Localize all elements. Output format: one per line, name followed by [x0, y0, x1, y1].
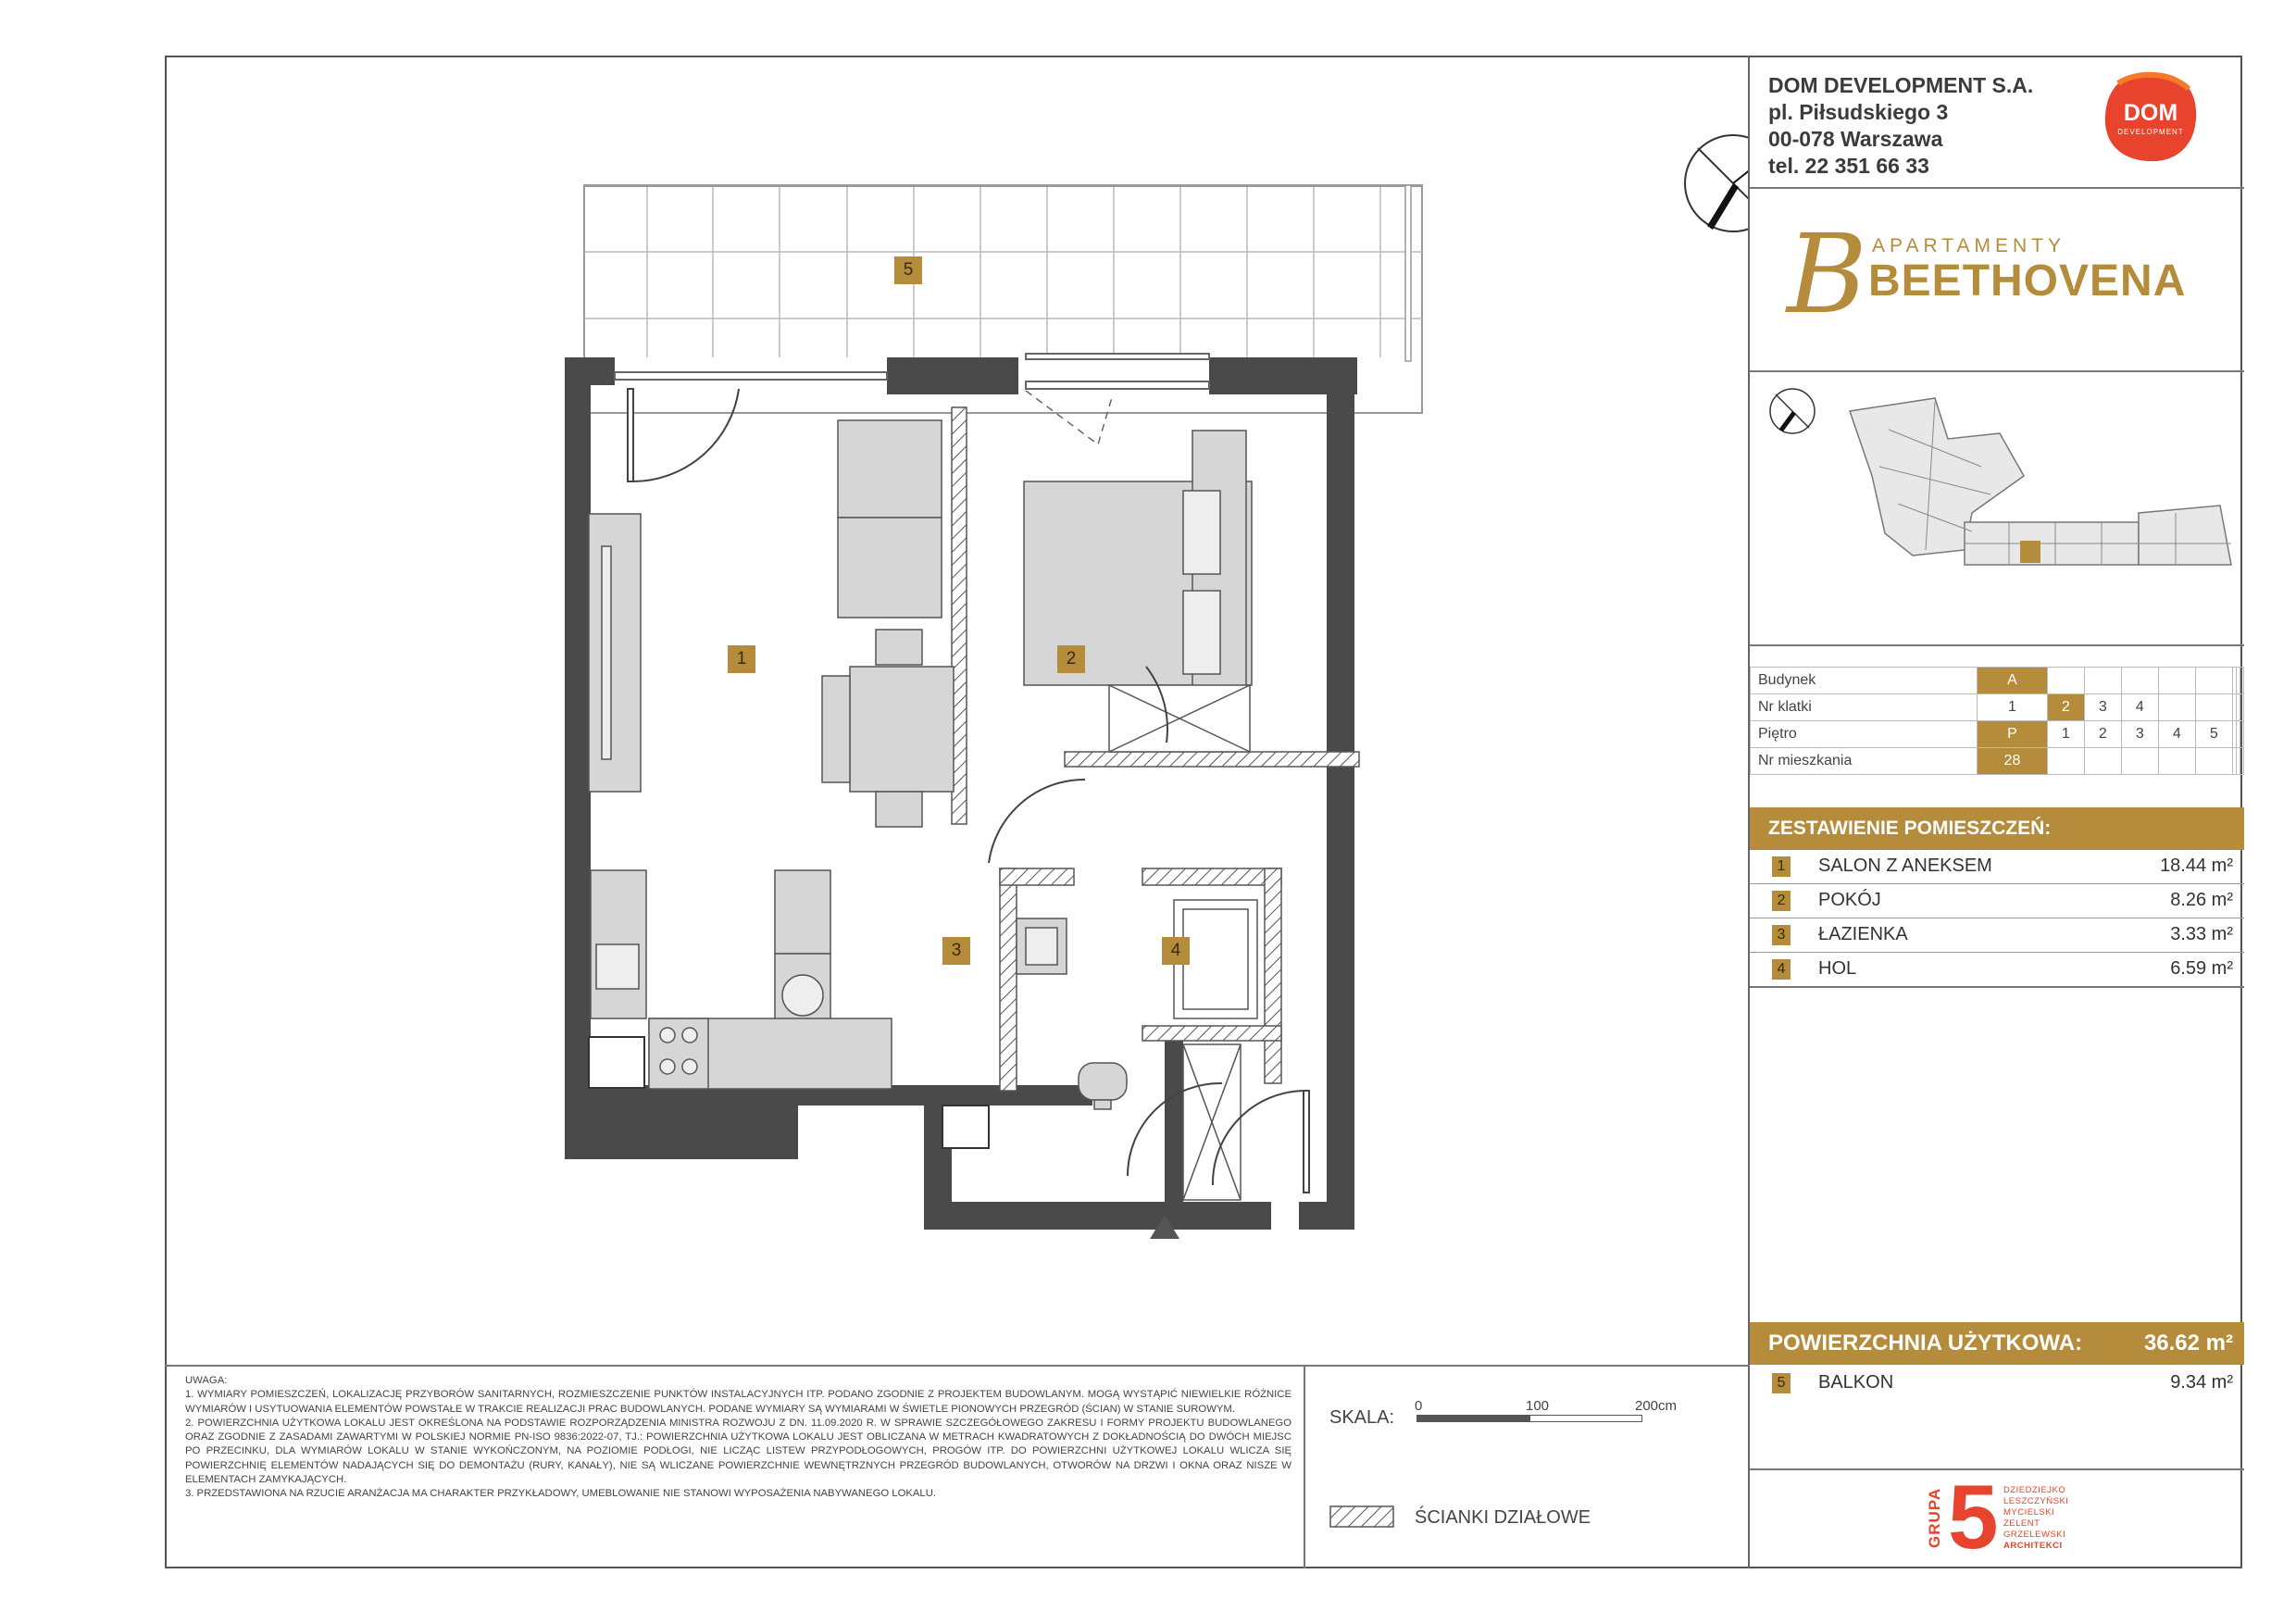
room-row: 1 SALON Z ANEKSEM 18.44 m² [1750, 850, 2244, 884]
stair-row: Nr klatki 1 2 3 4 [1751, 694, 2244, 721]
info-panel: DOM DEVELOPMENT S.A. pl. Piłsudskiego 3 00-078 Warszawa tel. 22 351 66 33 DOM DEVELOPMENT B APARTAMENTY BEETHOVENA Budynek A Nr klatki 1 2 3 4 Piętro P 1 2 3 4 5 Nr mieszkania 28 ZESTAWIENIE POMIESZCZEŃ: 1 SALON Z ANEKSEM 18.44 m² 2 POKÓJ 8.26 m² 3 ŁAZIENKA 3.33 m² 4 HOL 6.59 m² POWIERZCHNIA UŻYTKOWA: 36.62 m² 5 BALKON 9.34 m² GRUPA 5 DZIEDZIEJKO LESZCZYŃSKI MYCIELSKI ZELENT GRZELEWSKI ARCHITEKCI [1748, 56, 2242, 1568]
usable-area-label: POWIERZCHNIA UŻYTKOWA: [1768, 1330, 2083, 1355]
usable-area-value: 36.62 m² [2143, 1330, 2233, 1355]
usable-area-header [1750, 1322, 2244, 1365]
plan-label-room-2: 2 [1057, 645, 1085, 673]
room-row: 3 ŁAZIENKA 3.33 m² [1750, 918, 2244, 953]
rooms-header: ZESTAWIENIE POMIESZCZEŃ: [1750, 807, 2244, 850]
company-street: pl. Piłsudskiego 3 [1768, 100, 1949, 124]
north-arrow [1685, 135, 1750, 231]
company-city: 00-078 Warszawa [1768, 127, 1943, 151]
company-phone: tel. 22 351 66 33 [1768, 154, 1929, 178]
notes-title: UWAGA: [185, 1375, 228, 1386]
key-plan-compass [1770, 389, 1815, 433]
plan-label-room-1: 1 [728, 645, 755, 673]
plan-label-room-3: 3 [942, 937, 970, 965]
floor-row: Piętro P 1 2 3 4 5 [1751, 721, 2244, 748]
apartment-number-row: Nr mieszkania 28 [1751, 748, 2244, 775]
balcony-row: 5 BALKON 9.34 m² [1750, 1365, 2244, 1402]
scale-tick-100: 100 [1526, 1398, 1550, 1414]
shaft [942, 1106, 989, 1148]
scale-tick-0: 0 [1415, 1398, 1423, 1414]
company-name: DOM DEVELOPMENT S.A. [1768, 73, 2034, 97]
scale-tick-200: 200cm [1635, 1398, 1678, 1414]
key-plan [1750, 374, 2244, 606]
building-row: Budynek A [1751, 668, 2244, 694]
scale-label: SKALA: [1329, 1407, 1395, 1428]
plan-label-balcony: 5 [894, 256, 922, 284]
grupa5-logo: GRUPA 5 DZIEDZIEJKO LESZCZYŃSKI MYCIELSKI ZELENT GRZELEWSKI ARCHITEKCI [1926, 1466, 2069, 1568]
partition-legend-label: ŚCIANKI DZIAŁOWE [1415, 1507, 1591, 1528]
dom-development-logo: DOM DEVELOPMENT [2100, 67, 2202, 167]
scale-bar-dark [1416, 1415, 1529, 1422]
room-row: 2 POKÓJ 8.26 m² [1750, 884, 2244, 918]
scale-bar-light [1529, 1415, 1642, 1422]
notes [185, 1374, 1292, 1502]
note-item: 2. POWIERZCHNIA UŻYTKOWA LOKALU JEST OKREŚLONA NA PODSTAWIE ROZPORZĄDZENIA MINISTRA ROZWOJU Z DN. 11.09.2020 R. W SPRAWIE SZCZEGÓŁOWEGO ZAKRESU I FORMY PROJEKTU BUDOWLANEGO ORAZ ZGODNIE Z ZASADAMI ZAWARTYMI W POLSKIEJ NORMIE PN-ISO 9836:2022-07, TJ.: POWIERZCHNIA UŻYTKOWA LOKALU JEST OBLICZANA W METRACH KWADRATOWYCH Z DOKŁADNOŚCIĄ DO DWÓCH MIEJSC PO PRZECINKU, DLA WYMIARÓW LOKALU W STANIE WYKOŃCZONYM, NA POZIOMIE PODŁOGI, NIE LICZĄC LISTEW PRZYPODŁOGOWYCH, PROGÓW ITP. DO POWIERZCHNI UŻYTKOWEJ LOKALU WLICZA SIĘ POWIERZCHNIĘ ELEMENTÓW NADAJĄCYCH SIĘ DO DEMONTAŻU (RURY, KANAŁY), NIE SĄ WLICZANE POWIERZCHNIE WEWNĘTRZNYCH PRZEGRÓD BUDOWLANYCH, OTWORÓW NA DRZWI I OKNA ORAZ NISZE W ELEMENTACH ZAMYKAJĄCYCH. [185, 1417, 1292, 1486]
key-plan-highlighted-unit [2020, 541, 2040, 563]
plan-label-room-4: 4 [1162, 937, 1190, 965]
company-address [1768, 72, 2033, 180]
apartment-info-table [1750, 667, 2244, 775]
floor-plan [165, 56, 1750, 1365]
note-item: 3. PRZEDSTAWIONA NA RZUCIE ARANŻACJA MA CHARAKTER PRZYKŁADOWY, UMEBLOWANIE NIE STANOWI WYPOSAŻENIA NABYWANEGO LOKALU. [185, 1488, 937, 1500]
note-item: 1. WYMIARY POMIESZCZEŃ, LOKALIZACJĘ PRZYBORÓW SANITARNYCH, ROZMIESZCZENIE PUNKTÓW INSTALACYJNYCH ITP. PODANO ZGODNIE Z PROJEKTEM BUDOWLANYM. MOGĄ WYSTĄPIĆ NIEWIELKIE RÓŻNICE WYMIARÓW I USYTUOWANIA ELEMENTÓW POWSTAŁE W TRAKCIE REALIZACJI PRAC BUDOWLANYCH. PODANE WYMIARY SĄ WYMIARAMI W ŚWIETLE PIONOWYCH PRZEGRÓD (ŚCIAN) W STANIE SUROWYM. [185, 1389, 1292, 1415]
furniture [589, 420, 1257, 1200]
shaft [589, 1037, 644, 1088]
partition-legend-swatch [1329, 1505, 1396, 1530]
room-row: 4 HOL 6.59 m² [1750, 953, 2244, 988]
